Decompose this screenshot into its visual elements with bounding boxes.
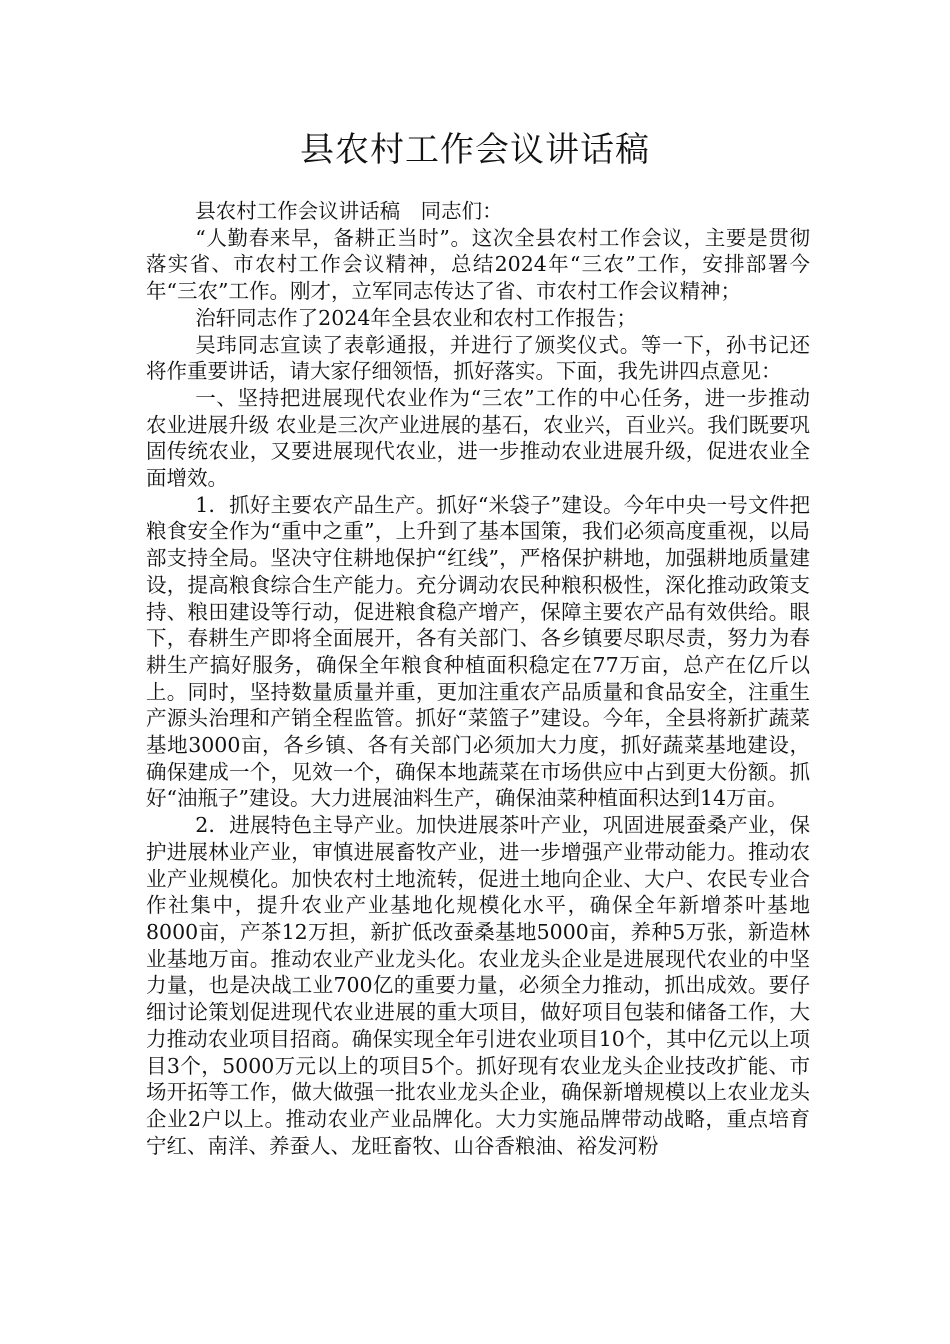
body-paragraph: “人勤春来早，备耕正当时”。这次全县农村工作会议，主要是贯彻落实省、市农村工作会议精神，总结2024年“三农”工作，安排部署今年“三农”工作。刚才，立军同志传达了省、市农村工作会议精神； — [146, 225, 810, 304]
document-body — [146, 198, 810, 1159]
body-paragraph: 治轩同志作了2024年全县农业和农村工作报告； — [195, 305, 637, 330]
section-heading-paragraph: 一、坚持把进展现代农业作为“三农”工作的中心任务，进一步推动农业进展升级 农业是三次产业进展的基石，农业兴，百业兴。我们既要巩固传统农业，又要进展现代农业，进一步推动农业进展升级，促进农业全面增效。 — [146, 385, 810, 491]
salutation-paragraph: 县农村工作会议讲话稿 同志们： — [195, 199, 503, 223]
body-paragraph: 1．抓好主要农产品生产。抓好“米袋子”建设。今年中央一号文件把粮食安全作为“重中之重”，上升到了基本国策，我们必须高度重视，以局部支持全局。坚决守住耕地保护“红线”，严格保护耕地，加强耕地质量建设，提高粮食综合生产能力。充分调动农民种粮积极性，深化推动政策支持、粮田建设等行动，促进粮食稳产增产，保障主要农产品有效供给。眼下，春耕生产即将全面展开，各有关部门、各乡镇要尽职尽责，努力为春耕生产搞好服务，确保全年粮食种植面积稳定在77万亩，总产在亿斤以上。同时，坚持数量质量并重，更加注重农产品质量和食品安全，注重生产源头治理和产销全程监管。抓好“菜篮子”建设。今年，全县将新扩蔬菜基地3000亩，各乡镇、各有关部门必须加大力度，抓好蔬菜基地建设，确保建成一个，见效一个，确保本地蔬菜在市场供应中占到更大份额。抓好“油瓶子”建设。大力进展油料生产，确保油菜种植面积达到14万亩。 — [146, 492, 810, 811]
body-paragraph: 吴玮同志宣读了表彰通报，并进行了颁奖仪式。等一下，孙书记还将作重要讲话，请大家仔细领悟，抓好落实。下面，我先讲四点意见： — [146, 332, 810, 384]
body-paragraph: 2．进展特色主导产业。加快进展茶叶产业，巩固进展蚕桑产业，保护进展林业产业，审慎进展畜牧产业，进一步增强产业带动能力。推动农业产业规模化。加快农村土地流转，促进土地向企业、大户、农民专业合作社集中，提升农业产业基地化规模化水平，确保全年新增茶叶基地8000亩，产茶12万担，新扩低改蚕桑基地5000亩，养种5万张，新造林业基地万亩。推动农业产业龙头化。农业龙头企业是进展现代农业的中坚力量，也是决战工业700亿的重要力量，必须全力推动，抓出成效。要仔细讨论策划促进现代农业进展的重大项目，做好项目包装和储备工作，大力推动农业项目招商。确保实现全年引进农业项目10个，其中亿元以上项目3个，5000万元以上的项目5个。抓好现有农业龙头企业技改扩能、市场开拓等工作，做大做强一批农业龙头企业，确保新增规模以上农业龙头企业2户以上。推动农业产业品牌化。大力实施品牌带动战略，重点培育宁红、南洋、养蚕人、龙旺畜牧、山谷香粮油、裕发河粉 — [146, 813, 810, 1158]
document-title: 县农村工作会议讲话稿 — [300, 130, 650, 170]
